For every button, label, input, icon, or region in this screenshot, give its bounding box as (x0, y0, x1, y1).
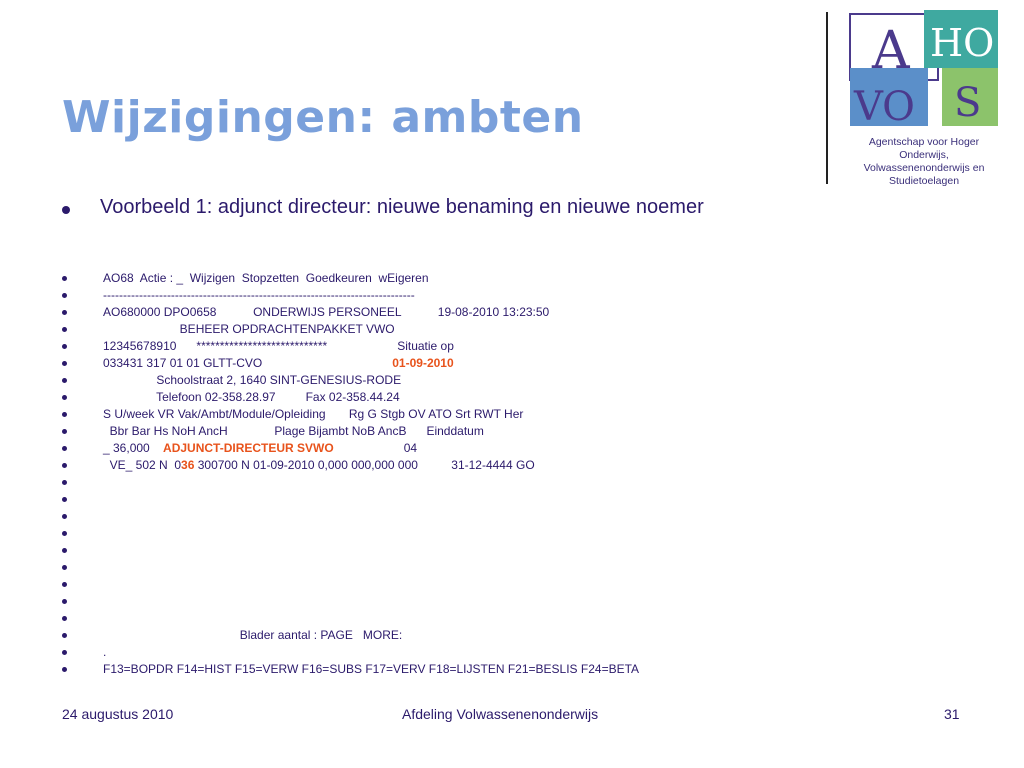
line-segment: 033431 317 01 01 GLTT-CVO (103, 356, 393, 370)
terminal-line (62, 661, 782, 678)
line-segment: VE_ 502 N 0 (103, 458, 182, 472)
bullet-dot (62, 293, 67, 298)
terminal-line-text: 12345678910 **************************** Situatie op (103, 339, 454, 353)
terminal-line-text: Blader aantal : PAGE MORE: (103, 628, 403, 642)
header-divider (826, 12, 828, 184)
terminal-line (62, 559, 782, 576)
terminal-line-text: Schoolstraat 2, 1640 SINT-GENESIUS-RODE (103, 373, 402, 387)
terminal-line (62, 338, 782, 355)
logo-caption-line1: Agentschap voor Hoger Onderwijs, (868, 136, 980, 161)
bullet-dot (62, 633, 67, 638)
main-bullet-text: Voorbeeld 1: adjunct directeur: nieuwe benaming en nieuwe noemer (100, 196, 704, 218)
terminal-line (62, 491, 782, 508)
terminal-line (62, 423, 782, 440)
bullet-dot (62, 429, 67, 434)
terminal-line-text (103, 457, 535, 474)
terminal-line-text: BEHEER OPDRACHTENPAKKET VWO (103, 322, 395, 336)
footer-page-number: 31 (944, 706, 960, 722)
terminal-line (62, 542, 782, 559)
logo-letters-ho: HO (930, 21, 995, 65)
terminal-line (62, 440, 782, 457)
bullet-dot (62, 667, 67, 672)
logo-caption (846, 136, 1002, 188)
bullet-dot (62, 412, 67, 417)
terminal-line-text: Bbr Bar Hs NoH AncH Plage Bijambt NoB AncB Einddatum (103, 424, 484, 438)
line-segment: 04 (333, 441, 418, 455)
footer-date: 24 augustus 2010 (62, 706, 174, 722)
logo-caption-line2: Volwassenenonderwijs en Studietoelagen (863, 162, 985, 187)
terminal-line (62, 644, 782, 661)
bullet-dot (62, 327, 67, 332)
bullet-dot (62, 276, 67, 281)
terminal-line (62, 389, 782, 406)
bullet-dot (62, 310, 67, 315)
highlighted-value: ADJUNCT-DIRECTEUR SVWO (163, 441, 334, 455)
bullet-dot (62, 497, 67, 502)
bullet-dot (62, 565, 67, 570)
terminal-line-text: . (103, 645, 107, 659)
bullet-dot (62, 650, 67, 655)
bullet-dot (62, 344, 67, 349)
slide-title: Wijzigingen: ambten (62, 92, 584, 143)
highlighted-value: 01-09-2010 (392, 356, 454, 370)
terminal-line (62, 406, 782, 423)
logo-letter-a: A (872, 21, 910, 81)
terminal-line (62, 270, 782, 287)
bullet-dot (62, 480, 67, 485)
terminal-line (62, 525, 782, 542)
terminal-line-text: Telefoon 02-358.28.97 Fax 02-358.44.24 (103, 390, 400, 404)
bullet-dot (62, 395, 67, 400)
terminal-line (62, 576, 782, 593)
bullet-dot (62, 463, 67, 468)
terminal-line (62, 372, 782, 389)
bullet-dot (62, 378, 67, 383)
bullet-dot (62, 531, 67, 536)
terminal-line-text (103, 440, 417, 457)
terminal-line (62, 508, 782, 525)
bullet-dot (62, 616, 67, 621)
highlighted-value: 36 (181, 458, 195, 472)
terminal-screen (62, 270, 782, 678)
terminal-line-text (103, 355, 454, 372)
bullet-dot (62, 361, 67, 366)
logo-letters-vo: VO (854, 84, 915, 130)
terminal-line (62, 287, 782, 304)
bullet-dot (62, 206, 70, 214)
footer-department: Afdeling Volwassenenonderwijs (402, 706, 599, 722)
ahovos-logo (846, 10, 1002, 130)
bullet-dot (62, 548, 67, 553)
terminal-line-text: F13=BOPDR F14=HIST F15=VERW F16=SUBS F17=VERV F18=LIJSTEN F21=BESLIS F24=BETA (103, 662, 640, 676)
terminal-line-text: AO680000 DPO0658 ONDERWIJS PERSONEEL 19-08-2010 13:23:50 (103, 305, 550, 319)
terminal-line (62, 355, 782, 372)
terminal-line (62, 627, 782, 644)
terminal-line-text: ------------------------------------------------------------------------------ (103, 288, 415, 302)
terminal-line-text: AO68 Actie : _ Wijzigen Stopzetten Goedkeuren wEigeren (103, 271, 429, 285)
terminal-line (62, 304, 782, 321)
line-segment: 300700 N 01-09-2010 0,000 000,000 000 31-12-4444 GO (194, 458, 535, 472)
bullet-dot (62, 446, 67, 451)
bullet-dot (62, 514, 67, 519)
logo-letter-s: S (954, 80, 982, 126)
terminal-line (62, 474, 782, 491)
terminal-line (62, 593, 782, 610)
terminal-line-text: S U/week VR Vak/Ambt/Module/Opleiding Rg G Stgb OV ATO Srt RWT Her (103, 407, 524, 421)
bullet-dot (62, 582, 67, 587)
terminal-line (62, 321, 782, 338)
terminal-line (62, 610, 782, 627)
bullet-dot (62, 599, 67, 604)
terminal-line (62, 457, 782, 474)
line-segment: _ 36,000 (103, 441, 164, 455)
